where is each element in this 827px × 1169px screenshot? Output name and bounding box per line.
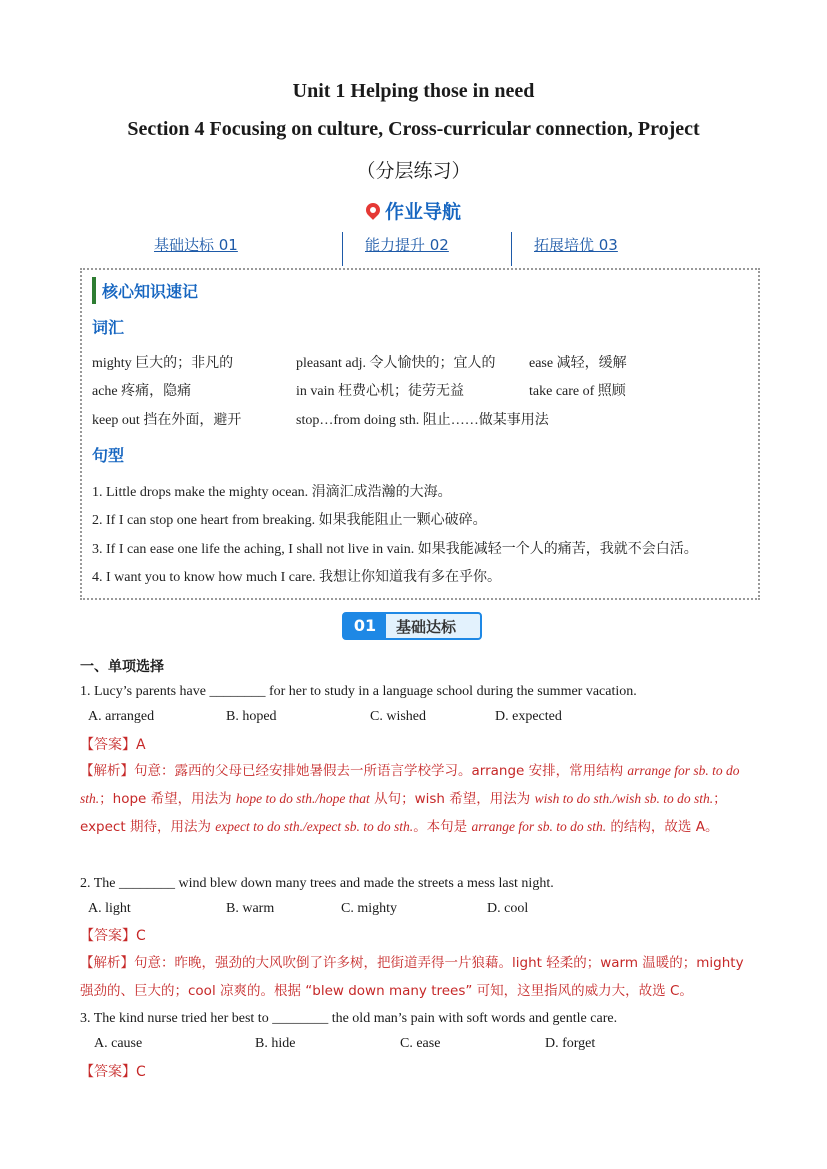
- nav-link-improve[interactable]: 能力提升 02: [365, 236, 449, 254]
- location-pin-icon: [363, 200, 383, 220]
- nav-divider: [511, 232, 512, 266]
- homework-nav-title: 作业导航: [0, 197, 827, 224]
- vocab-item: in vain 枉费心机；徒劳无益: [296, 384, 464, 399]
- answer: 【答案】C: [80, 1064, 146, 1080]
- explanation: 【解析】句意：露西的父母已经安排她暑假去一所语言学校学习。arrange 安排，常用结构 arrange for sb. to do sth.；hope 希望，用法为 hope to do sth./hope that 从句；wish 希望，用法为 wish to do sth./wish sb. to do sth.；expect 期待，用法为 expect to do sth./expect sb. to do sth.。本句是 arrange for sb. to do sth. 的结构，故选 A。: [80, 763, 740, 835]
- sentence-item: 3. If I can ease one life the aching, I shall not live in vain. 如果我能减轻一个人的痛苦，我就不会白活。: [92, 542, 698, 557]
- nav-divider: [342, 232, 343, 266]
- key-knowledge-title: 核心知识速记: [92, 277, 204, 304]
- nav-link-basic[interactable]: 基础达标 01: [154, 236, 238, 254]
- section-title: Section 4 Focusing on culture, Cross-curricular connection, Project: [127, 118, 700, 140]
- vocab-heading: 词汇: [92, 318, 125, 337]
- sentence-item: 4. I want you to know how much I care. 我想让你知道我有多在乎你。: [92, 570, 502, 585]
- option: D. forget: [545, 1036, 596, 1051]
- option: D. cool: [487, 901, 529, 916]
- section-number: 01: [344, 614, 386, 638]
- vocab-item: take care of 照顾: [529, 384, 626, 399]
- option: A. cause: [94, 1036, 143, 1051]
- sentence-item: 1. Little drops make the mighty ocean. 涓滴汇成浩瀚的大海。: [92, 485, 452, 500]
- vocab-item: keep out 挡在外面，避开: [92, 413, 242, 428]
- option: C. ease: [400, 1036, 441, 1051]
- section-label: 基础达标: [396, 618, 457, 636]
- vocab-item: mighty 巨大的；非凡的: [92, 356, 234, 371]
- layer-subtitle: （分层练习）: [356, 160, 471, 182]
- option: C. wished: [370, 709, 426, 724]
- option: B. warm: [226, 901, 275, 916]
- option: D. expected: [495, 709, 562, 724]
- vocab-item: ease 减轻，缓解: [529, 356, 627, 371]
- vocab-item: ache 疼痛，隐痛: [92, 384, 192, 399]
- vocab-item: stop…from doing sth. 阻止……做某事用法: [296, 413, 549, 428]
- option: B. hide: [255, 1036, 296, 1051]
- option: A. arranged: [88, 709, 155, 724]
- answer: 【答案】A: [80, 737, 146, 753]
- option: A. light: [88, 901, 131, 916]
- unit-title: Unit 1 Helping those in need: [292, 80, 535, 102]
- question-stem: 3. The kind nurse tried her best to ________ the old man’s pain with soft words and gentle care.: [80, 1011, 618, 1026]
- vocab-item: pleasant adj. 令人愉快的；宜人的: [296, 356, 496, 371]
- explanation: 【解析】句意：昨晚，强劲的大风吹倒了许多树，把街道弄得一片狼藉。light 轻柔的；warm 温暖的；mighty 强劲的、巨大的；cool 凉爽的。根据 “blew down many trees” 可知，这里指风的威力大，故选 C。: [80, 955, 744, 999]
- option: C. mighty: [341, 901, 398, 916]
- sentence-item: 2. If I can stop one heart from breaking. 如果我能阻止一颗心破碎。: [92, 513, 487, 528]
- nav-link-extend[interactable]: 拓展培优 03: [534, 236, 618, 254]
- part-title: 一、单项选择: [80, 659, 164, 675]
- question-stem: 1. Lucy’s parents have ________ for her to study in a language school during the summer vacation.: [80, 684, 637, 699]
- question-stem: 2. The ________ wind blew down many trees and made the streets a mess last night.: [80, 876, 554, 891]
- section-badge: [342, 612, 482, 640]
- sentence-heading: 句型: [92, 446, 125, 465]
- answer: 【答案】C: [80, 928, 146, 944]
- option: B. hoped: [226, 709, 277, 724]
